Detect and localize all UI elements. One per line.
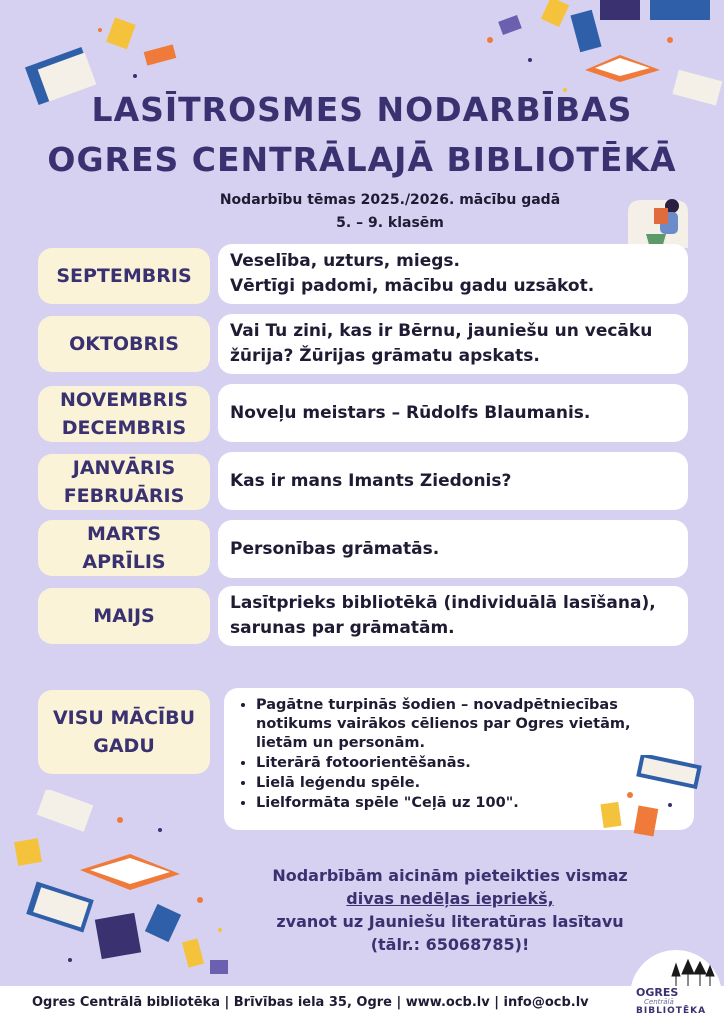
month-label: NOVEMBRIS [60,389,188,411]
month-label: MAIJS [93,605,155,627]
logo-line1: OGRES [636,986,679,999]
cta-line2: divas nedēļas iepriekš, [346,889,554,908]
cta-line3: zvanot uz Jauniešu literatūras lasītavu [276,912,624,931]
month-label: DECEMBRIS [61,417,187,439]
month-box-november-december [38,386,210,442]
cta-line1: Nodarbībām aicinām pieteikties vismaz [272,866,628,885]
page-title-line1: LASĪTROSMES NODARBĪBAS [91,90,633,129]
month-box-may [38,588,210,644]
topic-line: Vai Tu zini, kas ir Bērnu, jauniešu un vecāku [230,321,653,341]
topic-box-may [218,586,688,646]
logo-line3: BIBLIOTĒKA [636,1006,707,1016]
month-label: GADU [93,735,155,757]
month-box-yearlong [38,690,210,774]
subtitle-line2: 5. – 9. klasēm [336,215,444,231]
page-title-line2: OGRES CENTRĀLAJĀ BIBLIOTĒKĀ [47,140,677,179]
topic-line: Vērtīgi padomi, mācību gadu uzsākot. [230,276,595,296]
list-item: • Pagātne turpinās šodien – novadpētniecības notikums vairākos cēlienos par Ogres vietām, lietām un personām. [256,696,684,753]
cta-line4: (tālr.: 65068785)! [370,935,530,954]
topic-line: Personības grāmatās. [230,538,440,559]
topic-line: Noveļu meistars – Rūdolfs Blaumanis. [230,402,591,423]
month-label: JANVĀRIS [72,457,176,479]
topic-line: žūrija? Žūrijas grāmatu apskats. [230,346,540,366]
month-box-september [38,248,210,304]
books-mid-right-illustration [600,755,710,840]
topic-box-october [218,314,688,374]
library-logo [630,950,722,1024]
month-box-march-april [38,520,210,576]
topic-line: sarunas par grāmatām. [230,618,455,638]
topic-box-september [218,244,688,304]
topic-line: Kas ir mans Imants Ziedonis? [230,470,512,491]
month-label: SEPTEMBRIS [56,265,192,287]
books-bottom-left-illustration [10,790,240,980]
topic-box-november-december [218,384,688,442]
list-item: • Lielā leģendu spēle. [256,774,684,793]
month-box-october [38,316,210,372]
tree-logo-icon [670,958,716,988]
topic-box-march-april [218,520,688,578]
month-label: OKTOBRIS [69,333,179,355]
topic-box-january-february [218,452,688,510]
footer-contact-text: Ogres Centrālā bibliotēka | Brīvības iela 35, Ogre | www.ocb.lv | info@ocb.lv [32,995,589,1010]
topic-line: Lasītprieks bibliotēkā (individuālā lasīšana), [230,593,656,613]
month-label: MARTS [86,523,162,545]
footer-bar [0,986,724,1024]
list-item: • Literārā fotoorientēšanās. [256,754,684,773]
month-box-january-february [38,454,210,510]
month-label: FEBRUĀRIS [63,485,185,507]
topic-line: Veselība, uzturs, miegs. [230,251,460,271]
list-item: • Lielformāta spēle "Ceļā uz 100". [256,794,684,813]
month-label: VISU MĀCĪBU [52,707,196,729]
month-label: APRĪLIS [82,551,166,573]
logo-line2: Centrālā [644,998,674,1006]
subtitle-line1: Nodarbību tēmas 2025./2026. mācību gadā [219,192,561,208]
